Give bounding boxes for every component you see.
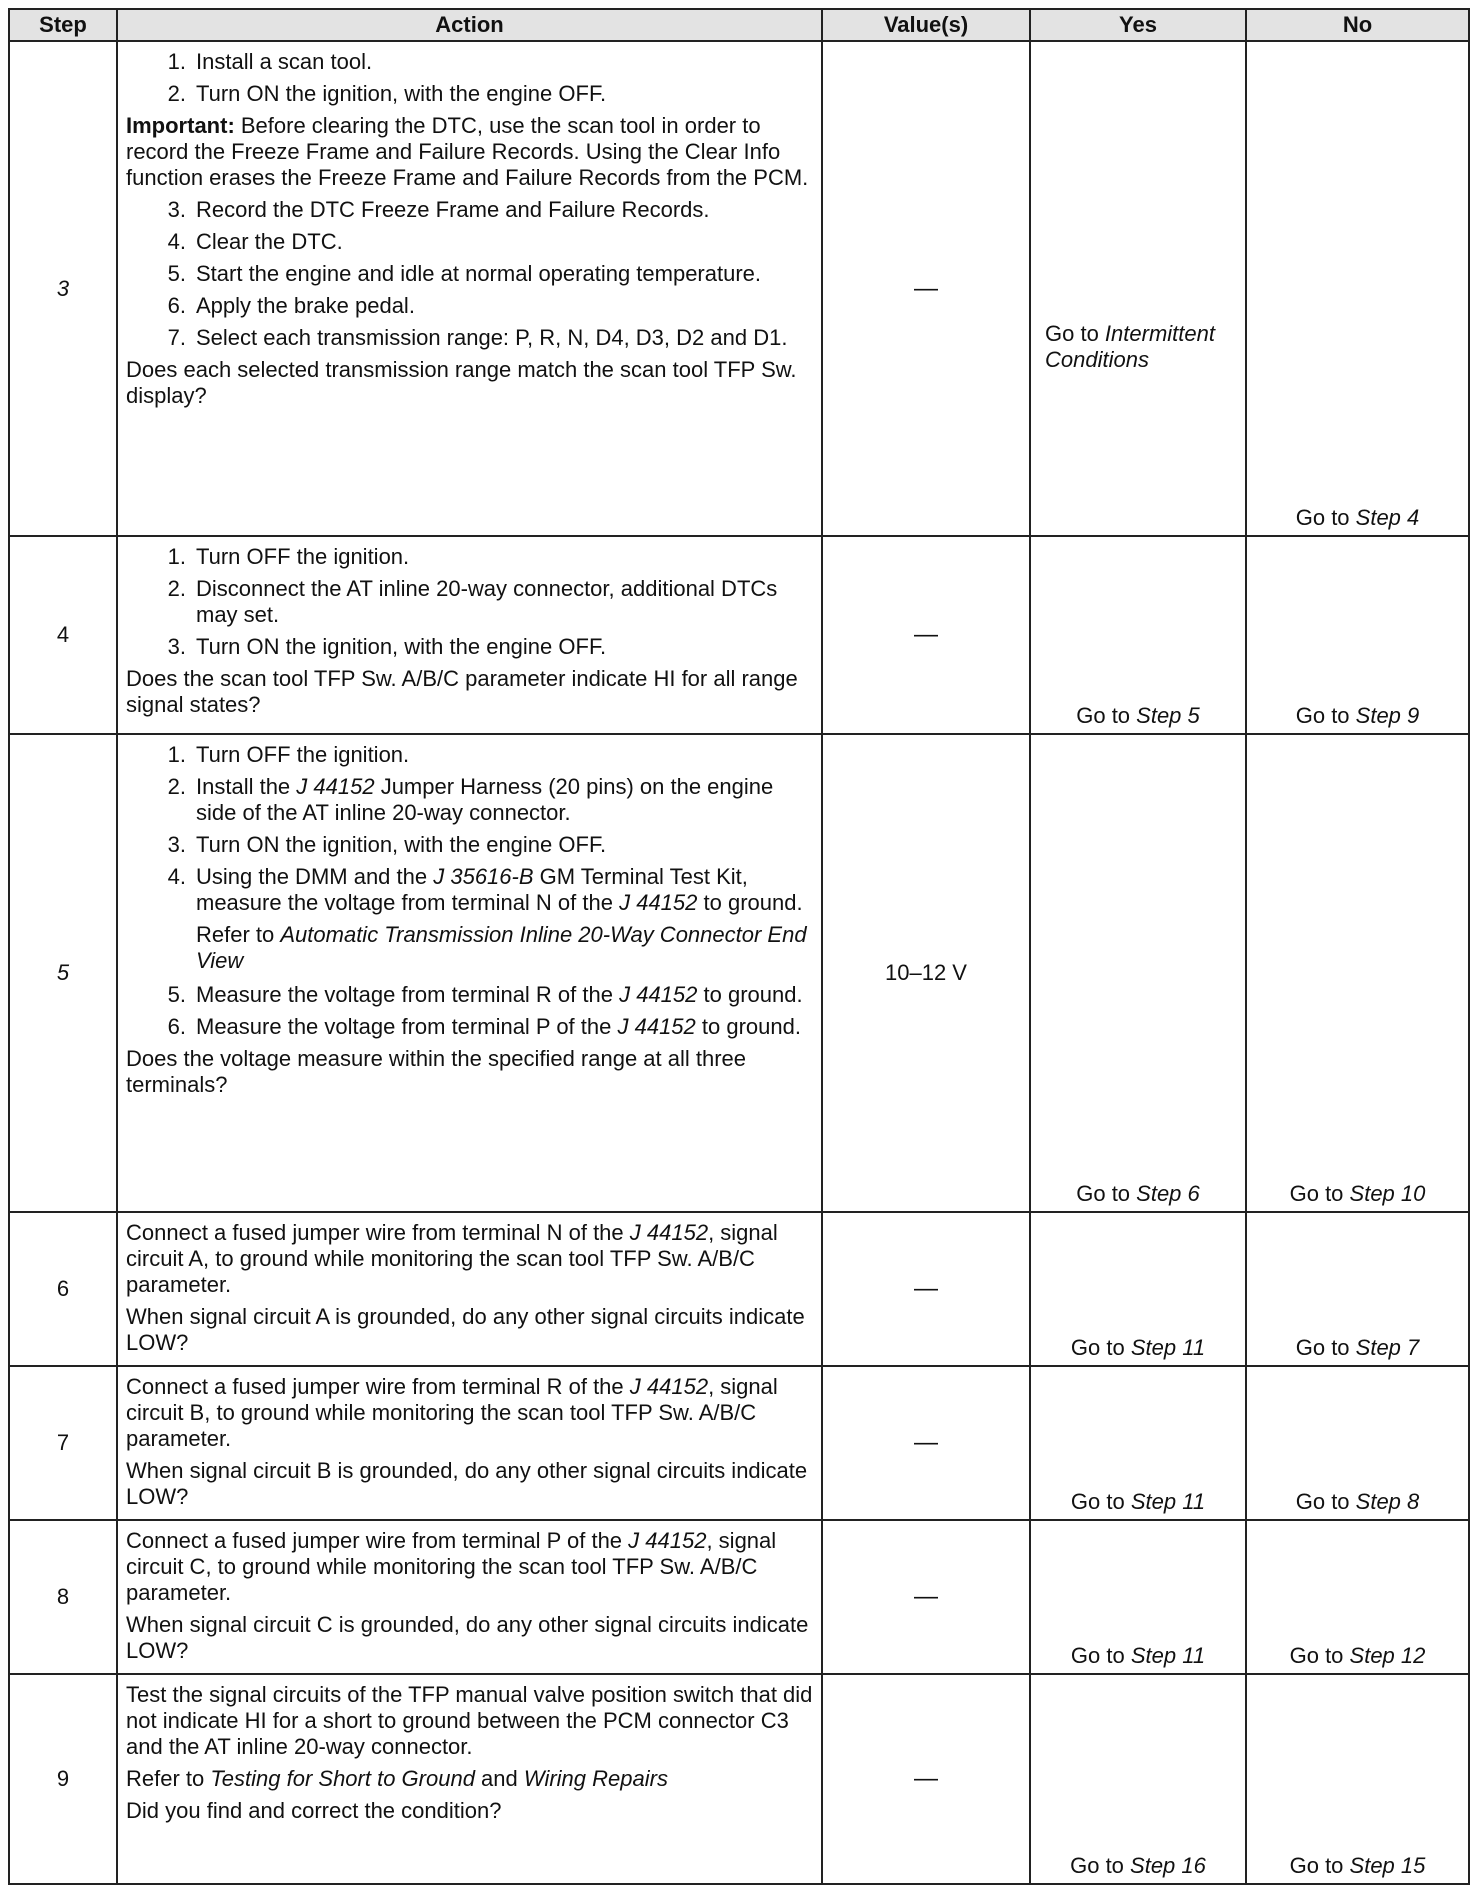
list-item: 4. Using the DMM and the J 35616-B GM Terminal Test Kit, measure the voltage from terminal N of the J 44152 to ground. bbox=[167, 864, 803, 915]
list-item: 2. Turn ON the ignition, with the engine OFF. bbox=[167, 81, 607, 106]
list-item: 2. Disconnect the AT inline 20-way connector, additional DTCs may set. bbox=[167, 576, 778, 627]
yes-cell: Go to Step 16 bbox=[1030, 1674, 1246, 1884]
list-item: 4. Clear the DTC. bbox=[167, 229, 343, 254]
header-action: Action bbox=[117, 9, 822, 41]
yes-cell: Go to Step 11 bbox=[1030, 1520, 1246, 1674]
list-item: 6. Measure the voltage from terminal P of the J 44152 to ground. bbox=[167, 1014, 801, 1039]
no-cell: Go to Step 15 bbox=[1246, 1674, 1469, 1884]
header-step: Step bbox=[9, 9, 117, 41]
header-yes: Yes bbox=[1030, 9, 1246, 41]
step-number: 7 bbox=[9, 1366, 117, 1520]
action-cell bbox=[117, 734, 822, 1212]
instruction: Test the signal circuits of the TFP manual valve position switch that did not indicate HI for a short to ground between the PCM connector C3 and the AT inline 20-way connector. bbox=[126, 1682, 813, 1759]
question: When signal circuit C is grounded, do any other signal circuits indicate LOW? bbox=[126, 1612, 809, 1663]
value-cell: — bbox=[822, 41, 1030, 536]
diagnostic-table bbox=[8, 8, 1470, 1885]
table-row bbox=[9, 536, 1469, 734]
step-number: 4 bbox=[9, 536, 117, 734]
list-item: 1. Turn OFF the ignition. bbox=[167, 544, 410, 569]
important-note: Important: Before clearing the DTC, use the scan tool in order to record the Freeze Frame and Failure Records. Using the Clear Info function erases the Freeze Frame and Failure Records from the PCM. bbox=[126, 113, 809, 190]
action-cell bbox=[117, 536, 822, 734]
yes-cell: Go to Step 11 bbox=[1030, 1212, 1246, 1366]
step-number: 3 bbox=[9, 41, 117, 536]
no-cell: Go to Step 8 bbox=[1246, 1366, 1469, 1520]
list-item: 1. Turn OFF the ignition. bbox=[167, 742, 410, 767]
value-cell: — bbox=[822, 1366, 1030, 1520]
yes-cell: Go to Step 11 bbox=[1030, 1366, 1246, 1520]
instruction: Connect a fused jumper wire from terminal R of the J 44152, signal circuit B, to ground while monitoring the scan tool TFP Sw. A/B/C parameter. bbox=[126, 1374, 778, 1451]
table-row bbox=[9, 41, 1469, 536]
table-row bbox=[9, 1212, 1469, 1366]
list-item: 3. Turn ON the ignition, with the engine OFF. bbox=[167, 832, 607, 857]
question: Does each selected transmission range match the scan tool TFP Sw. display? bbox=[126, 357, 797, 408]
value-cell: — bbox=[822, 1674, 1030, 1884]
header-row bbox=[9, 9, 1469, 41]
no-cell: Go to Step 7 bbox=[1246, 1212, 1469, 1366]
question: When signal circuit B is grounded, do any other signal circuits indicate LOW? bbox=[126, 1458, 808, 1509]
value-cell: — bbox=[822, 536, 1030, 734]
list-item: 1. Install a scan tool. bbox=[167, 49, 373, 74]
header-no: No bbox=[1246, 9, 1469, 41]
list-item: 3. Turn ON the ignition, with the engine OFF. bbox=[167, 634, 607, 659]
action-cell bbox=[117, 41, 822, 536]
list-item: 5. Measure the voltage from terminal R of the J 44152 to ground. bbox=[167, 982, 803, 1007]
list-item: 3. Record the DTC Freeze Frame and Failure Records. bbox=[167, 197, 710, 222]
list-item: 6. Apply the brake pedal. bbox=[167, 293, 415, 318]
value-cell: — bbox=[822, 1520, 1030, 1674]
action-cell bbox=[117, 1212, 822, 1366]
list-item: 5. Start the engine and idle at normal operating temperature. bbox=[167, 261, 762, 286]
question: When signal circuit A is grounded, do any other signal circuits indicate LOW? bbox=[126, 1304, 805, 1355]
no-cell: Go to Step 9 bbox=[1246, 536, 1469, 734]
instruction: Connect a fused jumper wire from terminal P of the J 44152, signal circuit C, to ground while monitoring the scan tool TFP Sw. A/B/C parameter. bbox=[126, 1528, 777, 1605]
no-cell: Go to Step 10 bbox=[1246, 734, 1469, 1212]
question: Does the voltage measure within the specified range at all three terminals? bbox=[126, 1046, 747, 1097]
no-cell: Go to Step 12 bbox=[1246, 1520, 1469, 1674]
table-row bbox=[9, 1366, 1469, 1520]
list-item: 7. Select each transmission range: P, R, N, D4, D3, D2 and D1. bbox=[167, 325, 788, 350]
instruction: Connect a fused jumper wire from terminal N of the J 44152, signal circuit A, to ground while monitoring the scan tool TFP Sw. A/B/C parameter. bbox=[126, 1220, 778, 1297]
list-item: 2. Install the J 44152 Jumper Harness (20 pins) on the engine side of the AT inline 20-way connector. bbox=[167, 774, 774, 825]
question: Does the scan tool TFP Sw. A/B/C parameter indicate HI for all range signal states? bbox=[126, 666, 798, 717]
table-row bbox=[9, 1674, 1469, 1884]
step-number: 8 bbox=[9, 1520, 117, 1674]
action-cell bbox=[117, 1674, 822, 1884]
yes-cell: Go to Step 5 bbox=[1030, 536, 1246, 734]
reference-note: Refer to Testing for Short to Ground and Wiring Repairs bbox=[126, 1766, 668, 1791]
header-values: Value(s) bbox=[822, 9, 1030, 41]
table-row bbox=[9, 734, 1469, 1212]
action-cell bbox=[117, 1520, 822, 1674]
value-cell: 10–12 V bbox=[822, 734, 1030, 1212]
reference-note: Refer to Automatic Transmission Inline 20-Way Connector End View bbox=[196, 922, 807, 973]
no-cell: Go to Step 4 bbox=[1246, 41, 1469, 536]
yes-cell: Go to Step 6 bbox=[1030, 734, 1246, 1212]
step-number: 6 bbox=[9, 1212, 117, 1366]
table-row bbox=[9, 1520, 1469, 1674]
question: Did you find and correct the condition? bbox=[126, 1798, 502, 1823]
value-cell: — bbox=[822, 1212, 1030, 1366]
yes-cell: Go to Intermittent Conditions bbox=[1030, 41, 1246, 536]
step-number: 9 bbox=[9, 1674, 117, 1884]
step-number: 5 bbox=[9, 734, 117, 1212]
action-cell bbox=[117, 1366, 822, 1520]
